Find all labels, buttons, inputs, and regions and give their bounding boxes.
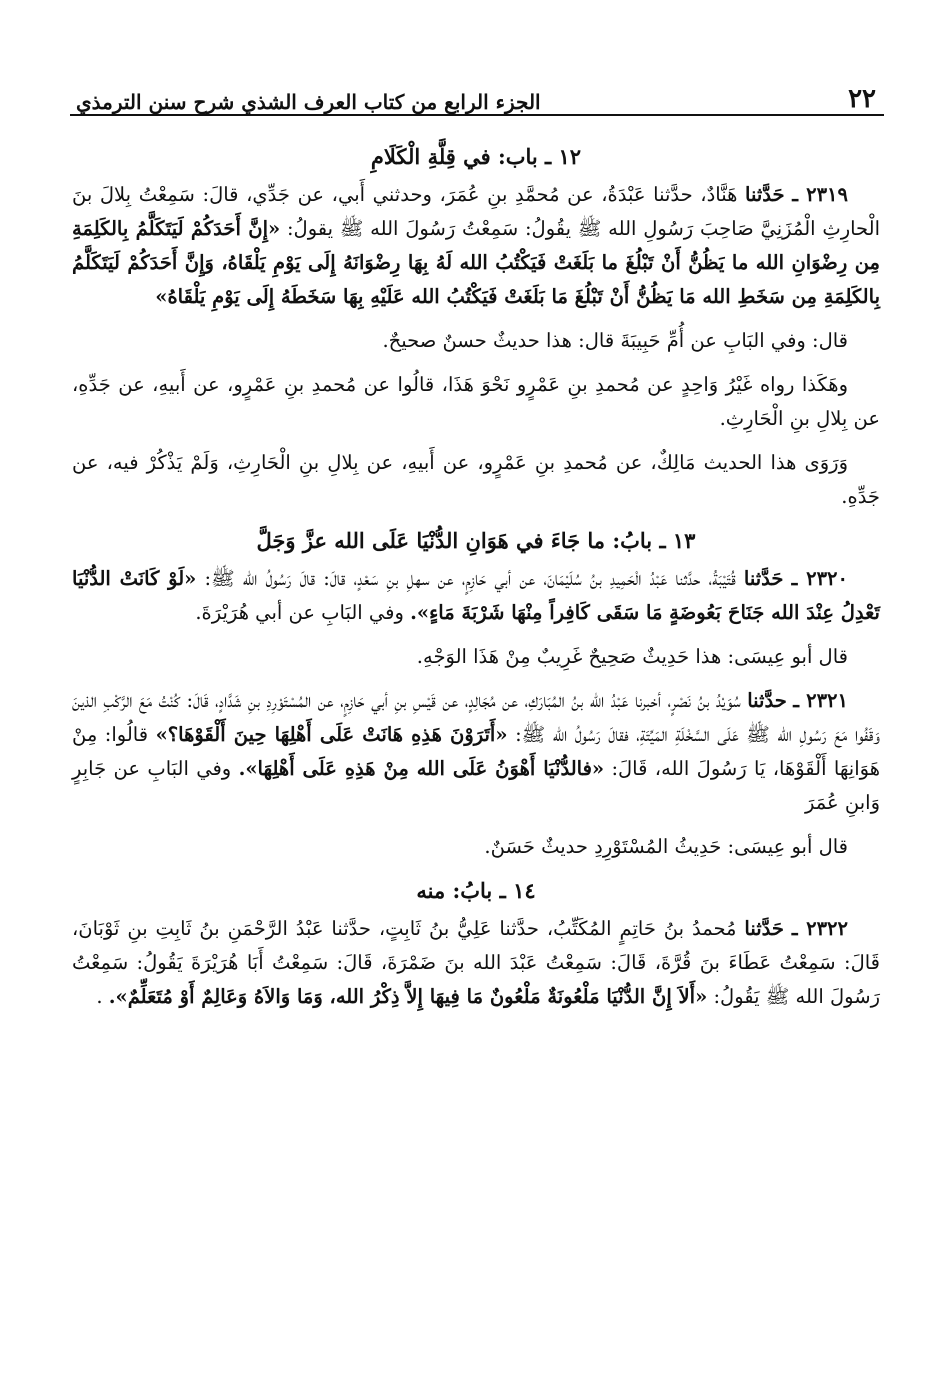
- hadith-matn: «أَتَرَوْنَ هَذِهِ هَانَتْ عَلَى أَهْلِهَا حِينَ أَلْقَوْهَا؟»: [155, 723, 508, 746]
- hadith-mid: قالُوا: مِنْ هَوَانِهَا أَلْقَوْهَا، يَا رَسُولَ الله، قَالَ:: [72, 723, 881, 780]
- page-header: [70, 78, 884, 116]
- hadith-matn: «لَوْ كَانَتْ الدُّنْيَا تَعْدِلُ عِنْدَ الله جَنَاحَ بَعُوضَةٍ مَا سَقَى كَافِراً مِنْهَا شَرْبَةَ مَاءٍ».: [72, 567, 880, 624]
- running-title: الجزء الرابع من كتاب العرف الشذي شرح سنن الترمذي: [76, 90, 541, 114]
- note-paragraph: وَرَوَى هذا الحديث مَالِكٌ، عن مُحمدِ بنِ عَمْرٍو، عن أَبيهِ، عن بِلالِ بنِ الْحَارِثِ، وَلَمْ يَذْكُرْ فيه، عن جَدِّهِ.: [72, 451, 880, 508]
- hadith-isnad: هَنَّادٌ، حدَّثنا عَبْدَةُ، عن مُحمَّدِ بنِ عُمَرَ، وحدثني أَبي، عن جَدِّي، قالَ: سَمِعْتُ بِلالَ بنَ الْحارِثِ الْمُزَنِيَّ صَاحِبَ رَسُولِ الله ﷺ يقُولُ: سَمِعْتُ رَسُولَ الله ﷺ يقولُ:: [72, 183, 881, 240]
- hadith-paragraph: [72, 178, 880, 314]
- hadith-after: وفي البَابِ عن جَابِرٍ وَابنِ عُمَرَ: [72, 757, 880, 814]
- hadith-lead: حَدَّثنا: [745, 183, 785, 206]
- hadith-paragraph: [72, 562, 880, 630]
- note-paragraph: قال أبو عِيسَى: حَدِيثُ المُسْتَوْرِدِ حديثٌ حَسَنٌ.: [484, 835, 848, 858]
- note-paragraph: وهَكَذا رواه غَيْرُ وَاحِدٍ عن مُحمدِ بنِ عَمْرٍو نَحْوَ هَذَا، قالُوا عن مُحمدِ بنِ عَمْرٍو، عن أَبيهِ، عن جَدِّهِ، عن بِلالِ بنِ الْحَارِثِ.: [72, 373, 880, 430]
- hadith-number: ٢٣٢٠ ـ: [791, 567, 849, 590]
- hadith-number: ٢٣٢٢ ـ: [791, 917, 848, 940]
- hadith-lead: حدَّثنا: [747, 689, 787, 712]
- hadith-number: ٢٣٢١ ـ: [793, 689, 848, 712]
- hadith-lead: حَدَّثنا: [744, 917, 784, 940]
- note-paragraph: قال: وفي البَابِ عن أُمِّ حَبِيبَةَ قال: هذا حديثٌ حسنٌ صحيحٌ.: [382, 329, 848, 352]
- hadith-isnad: قُتَيْبَةُ، حدَّثنا عَبْدُ الْحَمِيدِ بنُ سُلَيْمَانَ، عن أبي حَازِمٍ، عن سهلِ بنِ سَعْدٍ، قالَ: قالَ رَسُولُ الله ﷺ:: [204, 567, 736, 590]
- hadith-after: وفي البَابِ عن أبي هُرَيْرَةَ.: [195, 601, 404, 624]
- chapter-heading: ١٤ ـ بابُ: منه: [416, 878, 536, 903]
- hadith-isnad: مُحمدُ بنُ حَاتِمٍ المُكَتِّبُ، حدَّثنا عَلِيُّ بنُ ثَابِتٍ، حدَّثنا عَبْدُ الرَّحْمَنِ بنُ ثَابِتِ بنِ ثَوْبَانَ، قَالَ: سَمِعْتُ عَطَاءَ بنَ قُرَّةَ، قَالَ: سَمِعْتُ عَبْدَ الله بنَ ضَمْرَةَ، قَالَ: سَمِعْتُ أَبَا هُرَيْرَةَ يَقُولُ: سَمِعْتُ رَسُولَ الله ﷺ يَقُولُ:: [72, 917, 880, 1008]
- hadith-matn: «إِنَّ أَحَدَكُمْ لَيَتَكَلَّمُ بِالكَلِمَةِ مِن رِضْوَانِ الله ما يَظُنُّ أَنْ تَبْلُغَ ما بَلَغَتْ فَيَكْتُبُ الله لَهُ بِهَا رِضْوَانَهُ إِلَى يَوْمِ يَلْقَاهُ، وَإِنَّ أَحَدَكُمْ لَيَتَكَلَّمُ بِالكَلِمَةِ مِن سَخَطِ الله مَا يَظُنُّ أَنْ تَبْلُغَ مَا بَلَغَتْ فَيَكْتُبُ الله عَلَيْهِ بِهَا سَخَطَهُ إِلَى يَوْمِ يَلْقَاهُ»: [72, 217, 880, 308]
- hadith-lead: حَدَّثنا: [743, 567, 784, 590]
- page-number: ٢٢: [848, 84, 876, 114]
- chapter-heading: ١٢ ـ باب: في قِلَّةِ الْكَلَامِ: [370, 144, 582, 169]
- hadith-paragraph: [72, 684, 880, 820]
- hadith-paragraph: [72, 912, 880, 1014]
- hadith-isnad: سُوَيْدُ بنُ نَصْرٍ، أخبرنا عَبْدُ الله بنُ المُبَارَكِ، عن مُجَالِدٍ، عن قَيْسِ بنِ أبي حَازِمٍ، عن المُسْتَوْرِدِ بنِ شَدَّادٍ، قَالَ: كُنْتُ مَعَ الرَّكْبِ الذينَ وَقَفُوا مَعَ رَسُولِ الله ﷺ عَلَى السَّخْلَةِ المَيِّتَةِ، فقالَ رَسُولُ الله ﷺ:: [72, 689, 880, 746]
- chapter-heading: ١٣ ـ بابُ: ما جَاءَ في هَوَانِ الدُّنْيَا عَلَى الله عزَّ وَجَلَّ: [256, 528, 696, 553]
- hadith-matn: «فالدُّنْيَا أَهْوَنُ عَلَى الله مِنْ هَذِهِ عَلَى أَهْلِهَا».: [238, 757, 605, 780]
- hadith-number: ٢٣١٩ ـ: [792, 183, 849, 206]
- hadith-after: .: [96, 985, 103, 1008]
- hadith-matn: «أَلاَ إِنَّ الدُّنْيَا مَلْعُونَةٌ مَلْعُونٌ مَا فِيهَا إِلاَّ ذِكْرُ الله، وَمَا وَالاَهُ وَعَالِمٌ أَوْ مُتَعَلِّمٌ».: [108, 985, 708, 1008]
- page-content: [72, 134, 880, 1024]
- note-paragraph: قال أبو عِيسَى: هذا حَدِيثٌ صَحِيحٌ غَرِيبٌ مِنْ هَذَا الوَجْهِ.: [416, 645, 848, 668]
